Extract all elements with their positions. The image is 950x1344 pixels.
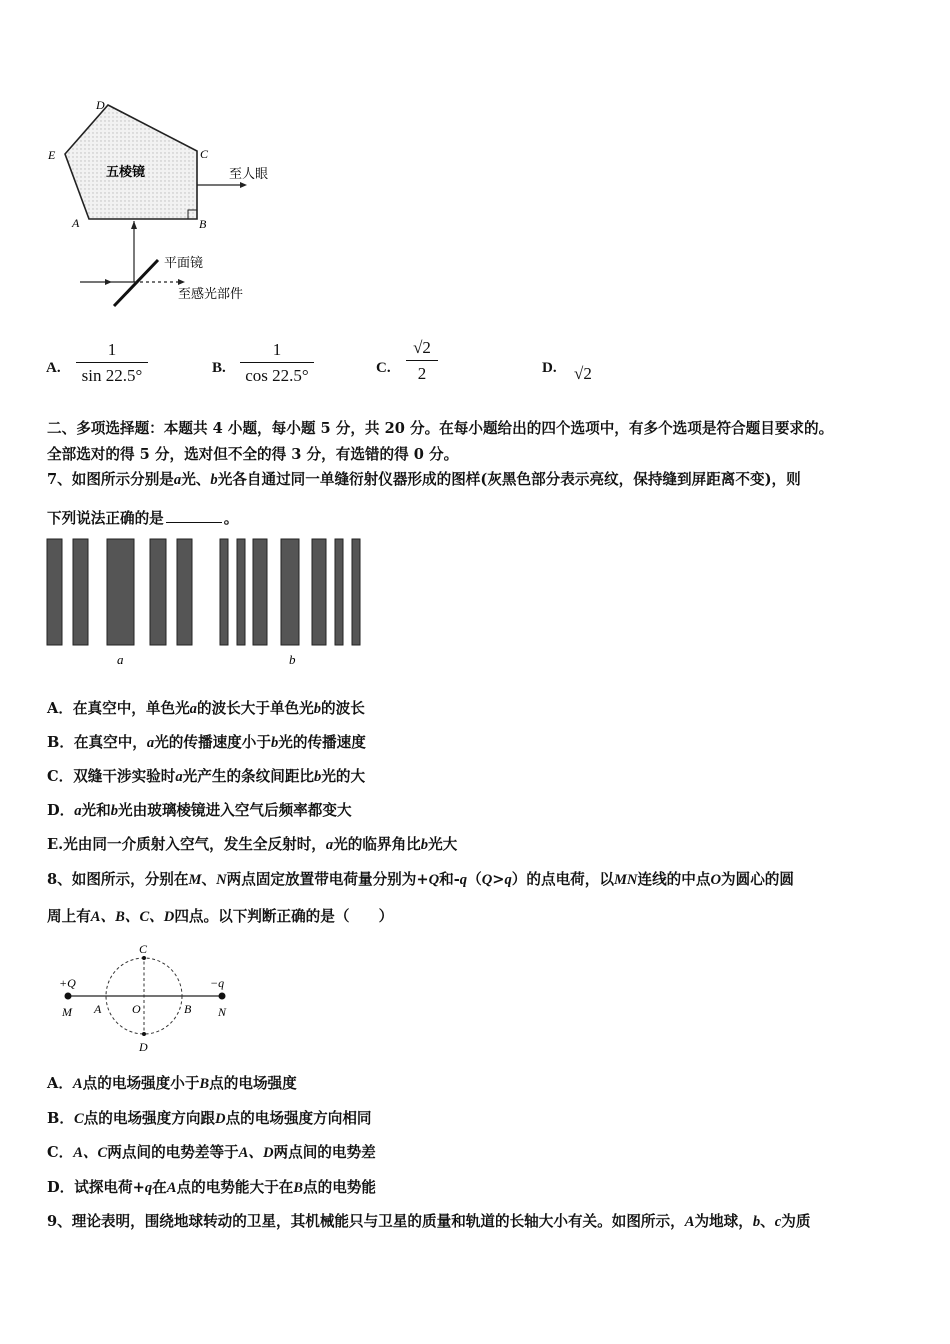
label-E: E — [48, 148, 56, 162]
eye-ray-arrow — [240, 182, 247, 188]
q7-stem-line1: 7、如图所示分别是a光、b光各自通过同一单缝衍射仪器形成的图样(灰黑色部分表示亮纹，保持缝到屏距离不变)，则 — [47, 471, 801, 488]
q6-option-c-den: 2 — [417, 364, 427, 383]
label-D: D — [96, 98, 105, 112]
label-plus-q: +Q — [59, 976, 76, 990]
diffraction-figure — [44, 536, 369, 671]
q8-stem-line2: 周上有A、B、C、D四点。以下判断正确的是（ ） — [47, 908, 394, 925]
prism-name: 五棱镜 — [106, 164, 146, 179]
answer-blank — [166, 508, 222, 523]
q6-option-a-den: sin 22.5° — [81, 366, 143, 385]
pattern-b-label: b — [289, 652, 296, 667]
q8-option-d: D．试探电荷+q在A点的电势能大于在B点的电势能 — [47, 1179, 376, 1196]
point-d — [142, 1032, 146, 1036]
label-c: C — [139, 942, 148, 956]
pattern-a — [47, 539, 192, 645]
q9-stem-line1: 9、理论表明，围绕地球转动的卫星，其机械能只与卫星的质量和轨道的长轴大小有关。如图所示，A为地球，b、c为质 — [47, 1213, 811, 1230]
q6-option-a-fraction — [76, 340, 148, 387]
q8-option-a: A．A点的电场强度小于B点的电场强度 — [47, 1075, 297, 1092]
q6-option-b-den: cos 22.5° — [245, 366, 309, 385]
pattern-b — [220, 539, 360, 645]
q8-stem-line1: 8、如图所示，分别在M、N两点固定放置带电荷量分别为+Q和-q（Q>q）的点电荷，以MN连线的中点O为圆心的圆 — [47, 871, 794, 888]
sensor-ray-arrow — [178, 279, 185, 285]
label-B: B — [199, 217, 207, 231]
q7-stem-line2: 下列说法正确的是 。 — [47, 510, 239, 527]
q7-option-e: E.光由同一介质射入空气，发生全反射时，a光的临界角比b光大 — [47, 836, 458, 853]
label-d: D — [139, 1040, 148, 1054]
label-a: A — [94, 1002, 102, 1016]
label-C: C — [200, 147, 209, 161]
q7-option-b: B．在真空中，a光的传播速度小于b光的传播速度 — [47, 734, 366, 751]
q6-option-a-label: A. — [46, 360, 61, 376]
q6-option-a-num: 1 — [107, 340, 117, 359]
plane-mirror — [114, 260, 158, 306]
section2-line2: 全部选对的得 5 分，选对但不全的得 3 分，有选错的得 0 分。 — [47, 446, 459, 463]
label-m: M — [62, 1005, 72, 1019]
q6-option-c-label: C. — [376, 360, 391, 376]
q6-option-b-fraction — [240, 340, 314, 387]
point-c — [142, 956, 146, 960]
pentaprism-figure — [40, 92, 300, 310]
prism-shape — [65, 105, 197, 219]
label-b: B — [184, 1002, 192, 1016]
fraction-bar — [76, 362, 148, 363]
label-o: O — [132, 1002, 141, 1016]
fraction-bar — [406, 360, 438, 361]
pattern-a-label: a — [117, 652, 124, 667]
vertical-ray-arrow — [131, 221, 137, 229]
q7-option-a: A．在真空中，单色光a的波长大于单色光b的波长 — [47, 700, 365, 717]
to-sensor-label: 至感光部件 — [178, 286, 244, 301]
label-A: A — [72, 216, 80, 230]
label-n: N — [218, 1005, 227, 1019]
q7-option-d: D．a光和b光由玻璃棱镜进入空气后频率都变大 — [47, 802, 352, 819]
q6-option-d-label: D. — [542, 360, 557, 376]
q8-option-c: C．A、C两点间的电势差等于A、D两点间的电势差 — [47, 1144, 376, 1161]
charges-figure — [52, 938, 242, 1058]
fraction-bar — [240, 362, 314, 363]
incoming-ray-arrow — [105, 279, 112, 285]
charge-minus — [219, 993, 226, 1000]
q8-option-b: B．C点的电场强度方向跟D点的电场强度方向相同 — [47, 1110, 372, 1127]
label-minus-q: −q — [210, 976, 225, 990]
q7-option-c: C．双缝干涉实验时a光产生的条纹间距比b光的大 — [47, 768, 366, 785]
q6-option-c-num: √2 — [413, 338, 431, 357]
q6-option-b-num: 1 — [272, 340, 282, 359]
section2-line1: 二、多项选择题：本题共 4 小题，每小题 5 分，共 20 分。在每小题给出的四个选项中，有多个选项是符合题目要求的。 — [47, 420, 834, 437]
to-eye-label: 至人眼 — [229, 166, 269, 181]
q6-option-c-fraction — [406, 338, 438, 385]
q6-option-d-value: √2 — [574, 364, 592, 383]
charge-plus — [65, 993, 72, 1000]
q6-option-b-label: B. — [212, 360, 226, 376]
mirror-label: 平面镜 — [164, 255, 204, 270]
